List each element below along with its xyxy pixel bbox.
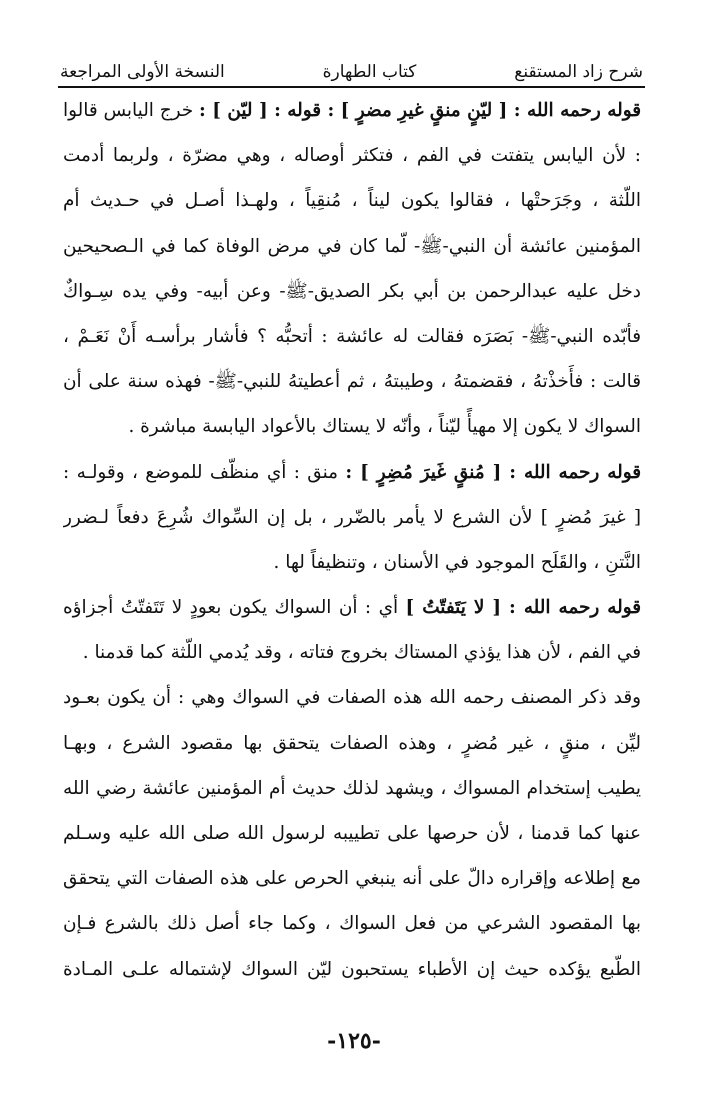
text-line [63, 224, 641, 269]
text-line [63, 947, 641, 992]
text-line [63, 269, 641, 314]
text-line [63, 901, 641, 946]
text-line [63, 585, 641, 630]
line-text: [ غيرَ مُضرٍ ] لأن الشرع لا يأمر بالضّرر ، بل إن السِّواك شُرِعَ دفعاً لـضرر [63, 506, 641, 528]
line-text: مع إطلاعه وإقراره دالّ على أنه ينبغي الحرص على هذه الصفات التي يتحقق [63, 868, 641, 890]
text-line [63, 721, 641, 766]
line-text: الطّبع يؤكده حيث إن الأطباء يستحبون ليّن السواك لإشتماله علـى المـادة [63, 958, 641, 980]
line-text: في الفم ، لأن هذا يؤذي المستاك بخروج فتاته ، وقد يُدمي اللّثة كما قدمنا . [82, 642, 641, 664]
line-text: أي : أن السواك يكون بعودٍ لا تَتَفتّتُ أجزاؤه [63, 597, 406, 619]
line-text: النَّتنِ ، والقَلَح الموجود في الأسنان ، وتنظيفاً لها . [273, 551, 641, 573]
text-line [63, 766, 641, 811]
text-line [63, 314, 641, 359]
line-text: وقد ذكر المصنف رحمه الله هذه الصفات في السواك وهي : أن يكون بعـود [63, 687, 641, 709]
header-chapter-title: كتاب الطهارة [322, 62, 417, 82]
header-book-title: شرح زاد المستقنع [514, 62, 643, 82]
text-line [63, 359, 641, 404]
header-edition: النسخة الأولى المراجعة [60, 62, 225, 82]
text-line [63, 178, 641, 223]
line-text: السواك لا يكون إلا مهيأً ليّناً ، وأنّه لا يستاك بالأعواد اليابسة مباشرة . [128, 416, 641, 438]
text-line [63, 540, 641, 585]
text-line [63, 133, 641, 178]
line-text: اللّثة ، وجَرَحتْها ، فقالوا يكون ليناً ، مُنقِياً ، ولهـذا أصـل في حـديث أم [63, 190, 641, 212]
text-line [63, 675, 641, 720]
line-text: بها المقصود الشرعي من فعل السواك ، وكما جاء أصل ذلك بالشرع فـإن [63, 913, 641, 935]
bold-heading: قوله رحمه الله : [ مُنقٍ غَيرَ مُضِرٍ ] : [345, 461, 641, 483]
line-text: : لأن اليابس يتفتت في الفم ، فتكثر أوصاله ، وهي مضرّة ، ولربما أدمت [63, 145, 641, 167]
line-text: منق : أي منظّف للموضع ، وقولـه : [63, 461, 346, 483]
body-text [63, 88, 641, 992]
text-line [63, 856, 641, 901]
text-line [63, 495, 641, 540]
page-number: -١٢٥- [327, 1028, 381, 1054]
text-line [63, 404, 641, 449]
line-text: قالت : فأَخذْتهُ ، فقضمتهُ ، وطيبتهُ ، ثم أعطيتهُ للنبي-ﷺ- فهذه سنة على أن [63, 371, 641, 393]
running-header [60, 42, 643, 82]
line-text: يطيب إستخدام المسواك ، ويشهد لذلك حديث أم المؤمنين عائشة رضي الله [63, 777, 641, 799]
line-text: خرج اليابس قالوا [63, 100, 200, 121]
line-text: ليِّن ، منقٍ ، غير مُضرٍ ، وهذه الصفات يتحقق بها مقصود الشرع ، وبهـا [63, 732, 641, 754]
text-line [63, 811, 641, 856]
bold-heading: قوله رحمه الله : [ لا يَتَفتّتُ ] [405, 597, 641, 619]
line-text: عنها كما قدمنا ، لأن حرصها على تطييبه لرسول الله صلى الله عليه وسـلم [63, 823, 641, 844]
line-text: فأبّده النبي-ﷺ- بَصَرَه فقالت له عائشة : أتحبُّه ؟ فأشار برأسـه أَنْ نَعَـمْ ، [63, 325, 641, 347]
text-line [63, 450, 641, 495]
line-text: دخل عليه عبدالرحمن بن أبي بكر الصديق-ﷺ- وعن أبيه- وفي يده سِـواكٌ [63, 280, 641, 302]
text-line [63, 88, 641, 133]
bold-heading: قوله رحمه الله : [ ليّنٍ منقٍ غيرِ مضرٍ ] : قوله : [ ليّن ] : [199, 100, 641, 121]
text-line [63, 630, 641, 675]
line-text: المؤمنين عائشة أن النبي-ﷺ- لّما كان في مرض الوفاة كما في الـصحيحين [63, 235, 641, 257]
